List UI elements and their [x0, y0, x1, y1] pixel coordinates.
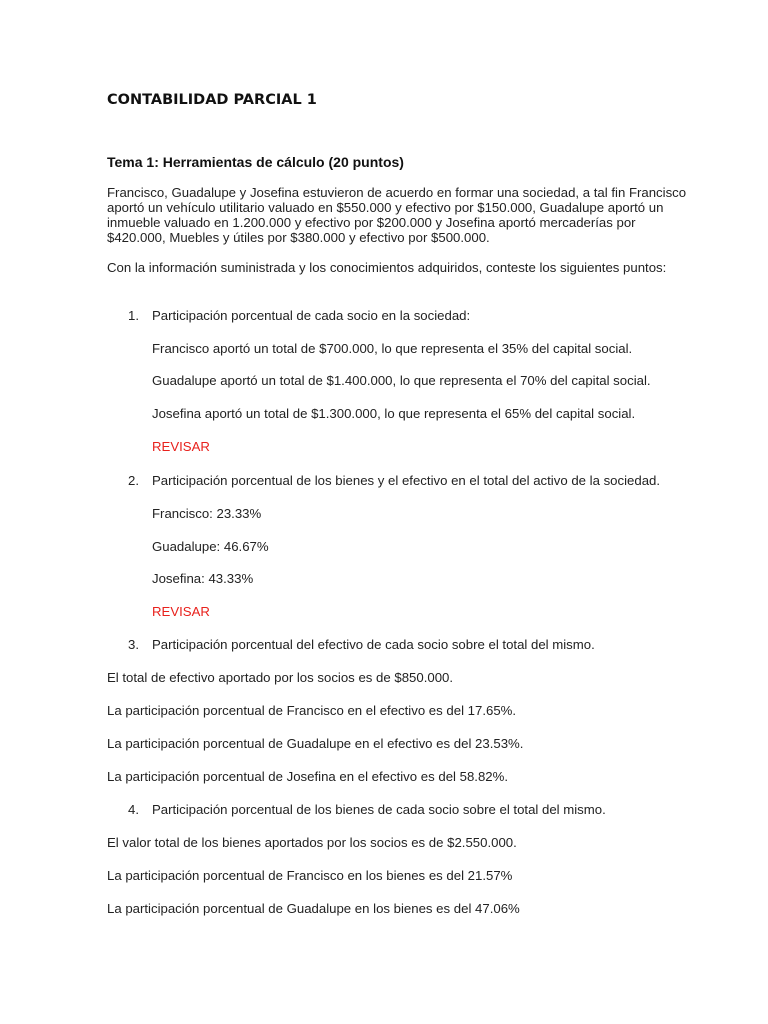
intro-line: $420.000, Muebles y útiles por $380.000 y efectivo por $500.000. — [107, 230, 490, 245]
q2-answer: Guadalupe: 46.67% — [152, 539, 269, 554]
tema-heading: Tema 1: Herramientas de cálculo (20 puntos) — [107, 154, 404, 170]
intro-line: inmueble valuado en 1.200.000 y efectivo por $200.000 y Josefina aportó mercaderías por — [107, 215, 636, 230]
q3-text: Participación porcentual del efectivo de cada socio sobre el total del mismo. — [152, 637, 595, 652]
q3-answer: El total de efectivo aportado por los socios es de $850.000. — [107, 670, 454, 685]
intro-line: Francisco, Guadalupe y Josefina estuvieron de acuerdo en formar una sociedad, a tal fin Francisco — [107, 185, 687, 200]
q2-answer: Josefina: 43.33% — [152, 571, 254, 586]
intro-line: aportó un vehículo utilitario valuado en $550.000 y efectivo por $150.000, Guadalupe aportó un — [107, 200, 664, 215]
q4-answer: La participación porcentual de Francisco en los bienes es del 21.57% — [107, 868, 513, 883]
q3-answer: La participación porcentual de Guadalupe en el efectivo es del 23.53%. — [107, 736, 524, 751]
q4-text: Participación porcentual de los bienes de cada socio sobre el total del mismo. — [152, 802, 606, 817]
q2-number: 2. — [128, 473, 139, 488]
instruction-text: Con la información suministrada y los conocimientos adquiridos, conteste los siguientes puntos: — [107, 260, 667, 275]
q1-number: 1. — [128, 308, 139, 323]
q3-number: 3. — [128, 637, 139, 652]
q1-review-note: REVISAR — [152, 439, 210, 454]
q4-number: 4. — [128, 802, 139, 817]
q1-answer: Francisco aportó un total de $700.000, lo que representa el 35% del capital social. — [152, 341, 633, 356]
q2-review-note: REVISAR — [152, 604, 210, 619]
q4-answer: El valor total de los bienes aportados por los socios es de $2.550.000. — [107, 835, 517, 850]
q4-answer: La participación porcentual de Guadalupe en los bienes es del 47.06% — [107, 901, 520, 916]
q3-answer: La participación porcentual de Josefina en el efectivo es del 58.82%. — [107, 769, 509, 784]
q1-text: Participación porcentual de cada socio en la sociedad: — [152, 308, 471, 323]
q1-answer: Josefina aportó un total de $1.300.000, lo que representa el 65% del capital social. — [152, 406, 636, 421]
q1-answer: Guadalupe aportó un total de $1.400.000, lo que representa el 70% del capital social. — [152, 373, 651, 388]
q2-answer: Francisco: 23.33% — [152, 506, 262, 521]
document-title: CONTABILIDAD PARCIAL 1 — [107, 92, 317, 108]
q2-text: Participación porcentual de los bienes y el efectivo en el total del activo de la sociedad. — [152, 473, 661, 488]
q3-answer: La participación porcentual de Francisco en el efectivo es del 17.65%. — [107, 703, 517, 718]
